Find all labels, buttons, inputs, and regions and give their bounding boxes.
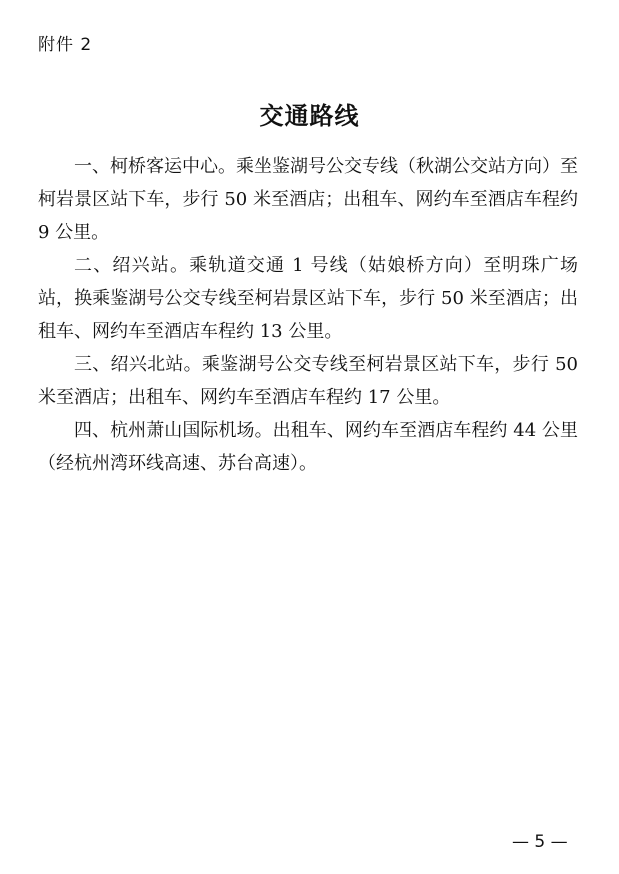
page-title: 交通路线 [259, 102, 360, 130]
paragraph-shaoxing-north-station: 三、绍兴北站。乘鉴湖号公交专线至柯岩景区站下车，步行 50 米至酒店；出租车、网约车至酒店车程约 17 公里。 [38, 354, 578, 408]
paragraph-xiaoshan-airport: 四、杭州萧山国际机场。出租车、网约车至酒店车程约 44 公里（经杭州湾环线高速、苏台高速）。 [38, 420, 578, 474]
paragraph-keqiao-bus-center: 一、柯桥客运中心。乘坐鉴湖号公交专线（秋湖公交站方向）至柯岩景区站下车，步行 50 米至酒店；出租车、网约车至酒店车程约 9 公里。 [38, 156, 578, 243]
paragraph-shaoxing-station: 二、绍兴站。乘轨道交通 1 号线（姑娘桥方向）至明珠广场站，换乘鉴湖号公交专线至柯岩景区站下车，步行 50 米至酒店；出租车、网约车至酒店车程约 13 公里。 [38, 255, 578, 342]
attachment-label: 附件 2 [38, 35, 93, 55]
page-number: — 5 — [512, 832, 568, 852]
document-body [38, 150, 578, 480]
